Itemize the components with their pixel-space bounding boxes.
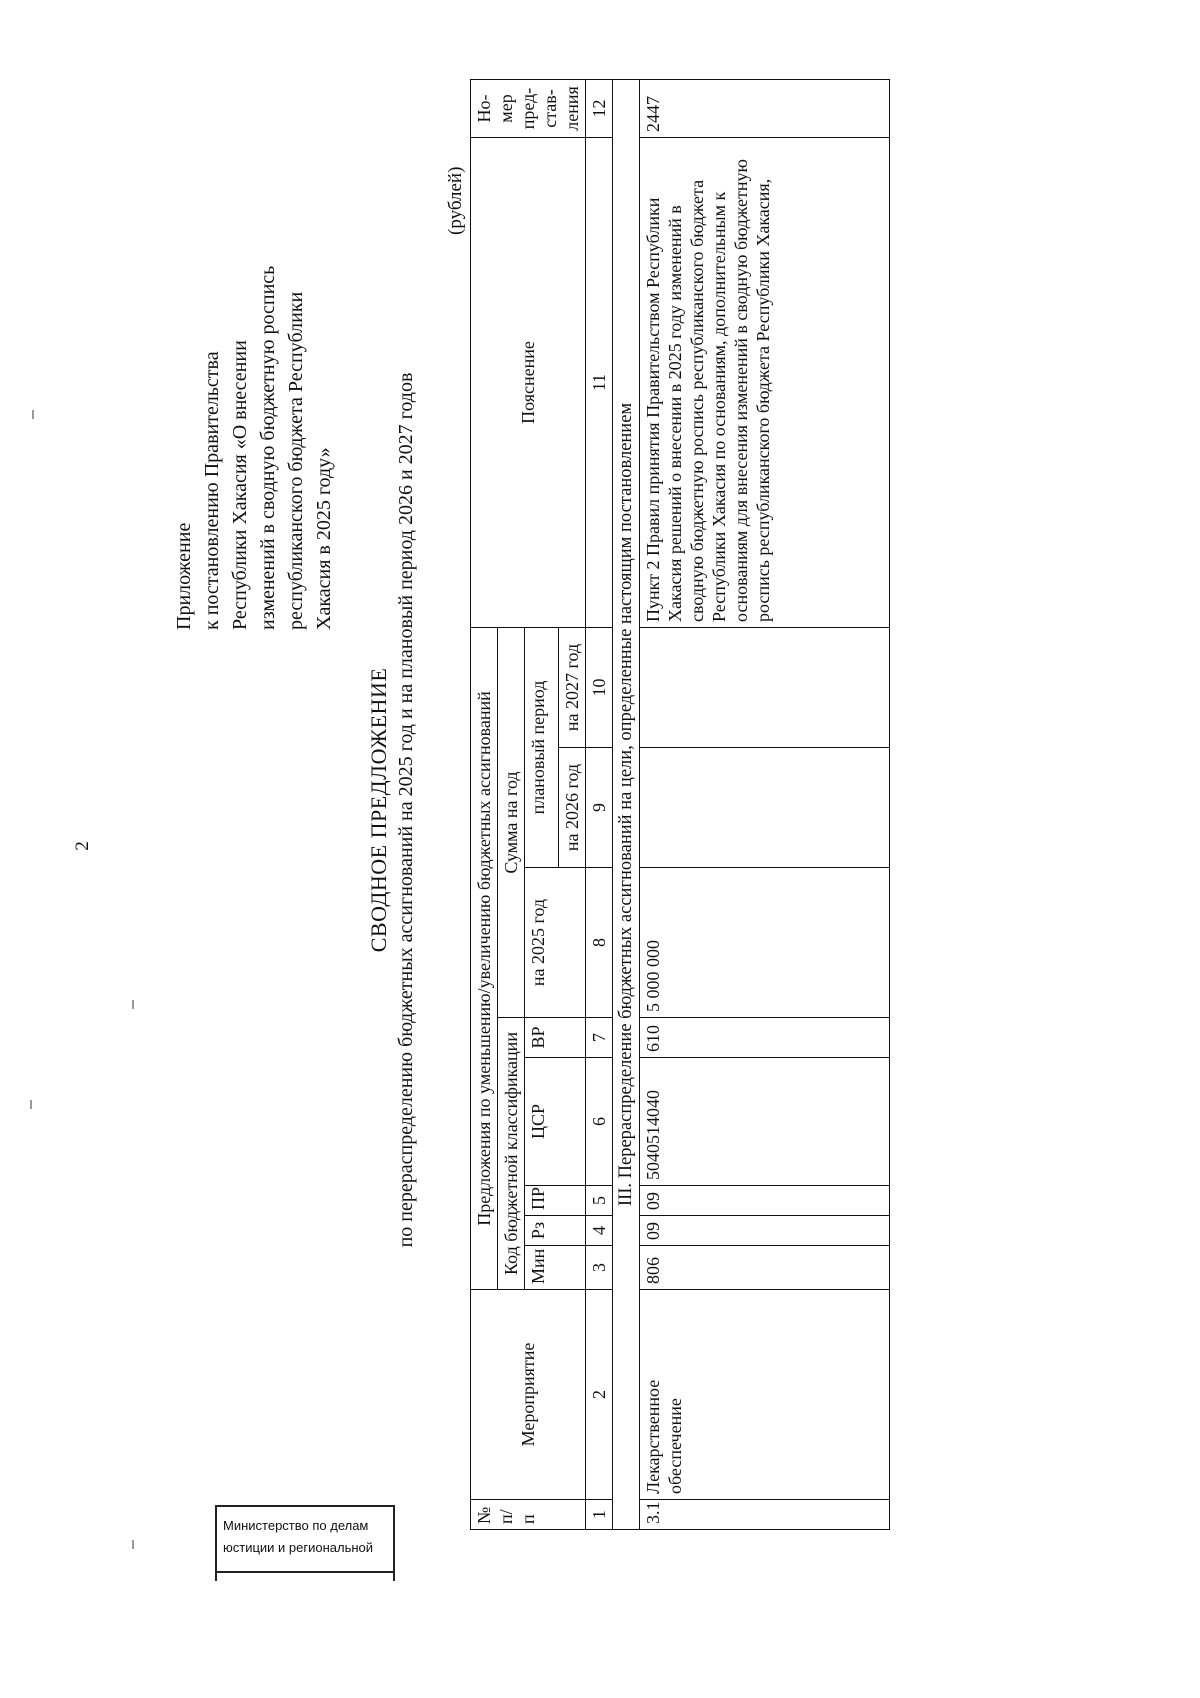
appendix-line: Республики Хакасия «О внесении	[229, 340, 251, 630]
header-measure: Мероприятие	[471, 1290, 586, 1500]
appendix-line: Приложение	[173, 522, 195, 630]
header-planned: плановый период	[525, 627, 559, 867]
header-row-1	[471, 79, 498, 1529]
appendix-line: Хакасия в 2025 году»	[313, 447, 335, 630]
row-vr: 610	[640, 1018, 890, 1058]
header-y2027: на 2027 год	[559, 627, 586, 747]
colnum: 5	[586, 1186, 613, 1216]
header-csr: ЦСР	[525, 1058, 586, 1186]
colnum: 4	[586, 1216, 613, 1246]
row-csr: 5040514040	[640, 1058, 890, 1186]
header-submission: Но- мер пред- став- ления	[471, 79, 586, 137]
column-number-row	[586, 79, 613, 1529]
ministry-stamp	[215, 1505, 395, 1573]
allocation-table	[470, 79, 890, 1530]
header-vr: ВР	[525, 1018, 586, 1058]
scan-artifact	[132, 1000, 134, 1009]
colnum: 12	[586, 79, 613, 137]
row-submission: 2447	[640, 79, 890, 137]
colnum: 7	[586, 1018, 613, 1058]
header-pr: ПР	[525, 1186, 586, 1216]
stamp-tick	[393, 1571, 395, 1581]
colnum: 3	[586, 1246, 613, 1290]
document-title: СВОДНОЕ ПРЕДЛОЖЕНИЕ	[366, 667, 391, 953]
header-y2025: на 2025 год	[525, 868, 586, 1018]
scan-artifact	[30, 1100, 32, 1109]
colnum: 9	[586, 748, 613, 868]
colnum: 1	[586, 1500, 613, 1530]
header-rz: Рз	[525, 1216, 586, 1246]
row-y2026	[640, 748, 890, 868]
appendix-block	[170, 190, 338, 630]
colnum: 2	[586, 1290, 613, 1500]
row-measure: Лекарственное обеспечение	[640, 1290, 890, 1500]
stamp-tick	[215, 1571, 217, 1581]
rotated-document	[170, 60, 1070, 1560]
header-code: Код бюджетной классификации	[498, 1018, 525, 1290]
header-y2026: на 2026 год	[559, 748, 586, 868]
header-min: Мин	[525, 1246, 586, 1290]
stamp-line: Министерство по делам	[223, 1518, 369, 1533]
colnum: 6	[586, 1058, 613, 1186]
colnum: 8	[586, 868, 613, 1018]
header-sum: Сумма на год	[498, 627, 525, 1017]
row-y2027	[640, 627, 890, 747]
section-title: III. Перераспределение бюджетных ассигнований на цели, определенные настоящим постановлением	[613, 79, 640, 1529]
row-y2025: 5 000 000	[640, 868, 890, 1018]
scan-artifact	[32, 410, 34, 419]
section-row	[613, 79, 640, 1529]
header-num: № п/п	[471, 1500, 586, 1530]
header-explanation: Пояснение	[471, 137, 586, 627]
page-number: 2	[71, 841, 93, 851]
row-pr: 09	[640, 1186, 890, 1216]
scan-artifact	[132, 1540, 134, 1549]
row-explanation: Пункт 2 Правил принятия Правительством Республики Хакасия решений о внесении в 2025 году изменений в сводную бюджетную роспись республиканского бюджета Республики Хакасия по основаниям, дополнительным к основаниям для внесения изменений в сводную бюджетную роспись республиканского бюджета Республики Хакасия,	[640, 137, 890, 627]
appendix-line: изменений в сводную бюджетную роспись	[257, 265, 279, 630]
table-row	[640, 79, 890, 1529]
appendix-line: к постановлению Правительства	[201, 351, 223, 630]
colnum: 10	[586, 627, 613, 747]
document-subtitle: по перераспределению бюджетных ассигнований на 2025 год и на плановый период 2026 и 2027 годов	[395, 372, 417, 1248]
row-num: 3.1	[640, 1500, 890, 1530]
row-rz: 09	[640, 1216, 890, 1246]
stamp-line: юстиции и региональной	[223, 1540, 374, 1555]
row-min: 806	[640, 1246, 890, 1290]
colnum: 11	[586, 137, 613, 627]
header-proposals: Предложения по уменьшению/увеличению бюджетных ассигнований	[471, 627, 498, 1289]
units-label: (рублей)	[445, 166, 466, 235]
appendix-line: республиканского бюджета Республики	[285, 291, 307, 630]
